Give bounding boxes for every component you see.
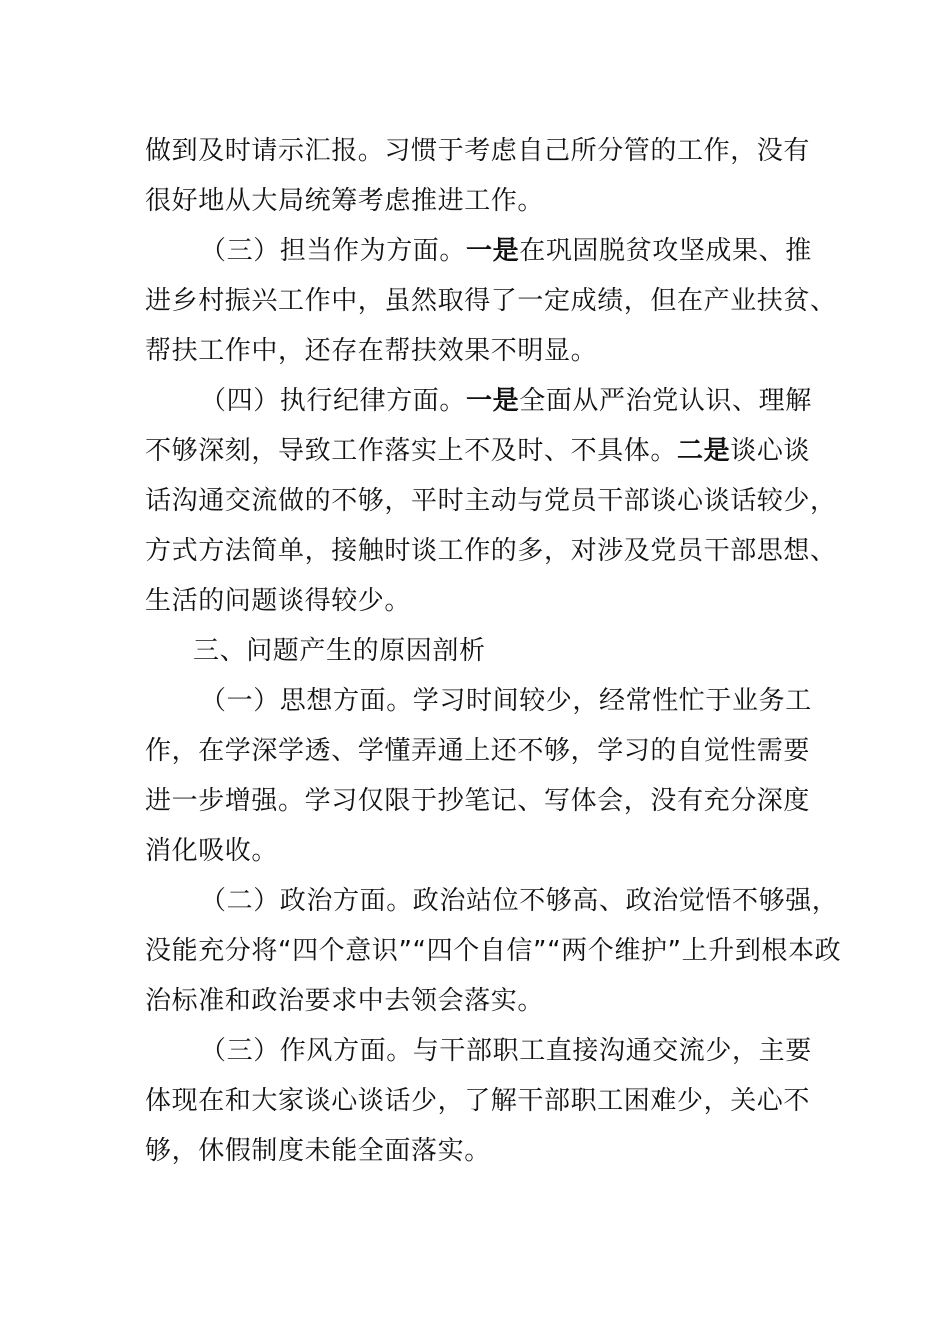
section-heading: 三、问题产生的原因剖析 [193, 636, 486, 666]
text-line: 体现在和大家谈心谈话少，了解干部职工困难少，关心不 [145, 1086, 811, 1116]
text-line: 进一步增强。学习仅限于抄笔记、写体会，没有充分深度 [145, 786, 811, 816]
document-page [145, 126, 842, 1176]
text-line: 作，在学深学透、学懂弄通上还不够，学习的自觉性需要 [145, 736, 811, 766]
text-line: （一）思想方面。学习时间较少，经常性忙于业务工 [200, 686, 812, 716]
text-line: （三）作风方面。与干部职工直接沟通交流少，主要 [200, 1036, 812, 1066]
section-4-text: 不够深刻，导致工作落实上不及时、不具体。 [145, 436, 678, 466]
emphasis-first: 一是 [466, 386, 520, 416]
section-4-text: 全面从严治党认识、理解 [519, 386, 812, 416]
emphasis-second: 二是 [677, 436, 731, 466]
text-line: 方式方法简单，接触时谈工作的多，对涉及党员干部思想、 [145, 536, 837, 566]
text-line: 很好地从大局统筹考虑推进工作。 [145, 186, 545, 216]
text-line: 没能充分将“四个意识”“四个自信”“两个维护”上升到根本政 [145, 936, 842, 966]
text-line: 话沟通交流做的不够，平时主动与党员干部谈心谈话较少， [145, 486, 837, 516]
section-3-label: （三）担当作为方面。 [200, 236, 467, 266]
text-line: 治标准和政治要求中去领会落实。 [145, 986, 545, 1016]
section-4-line-2 [145, 426, 815, 476]
text-line: 生活的问题谈得较少。 [145, 586, 412, 616]
emphasis-first: 一是 [466, 236, 520, 266]
text-line: 进乡村振兴工作中，虽然取得了一定成绩，但在产业扶贫、 [145, 286, 837, 316]
section-4-text: 谈心谈 [730, 436, 811, 466]
section-3-line-1 [145, 226, 815, 276]
text-line: 够，休假制度未能全面落实。 [145, 1136, 491, 1166]
text-line: （二）政治方面。政治站位不够高、政治觉悟不够强， [200, 886, 839, 916]
section-4-line-1 [145, 376, 815, 426]
section-4-label: （四）执行纪律方面。 [200, 386, 467, 416]
text-line: 做到及时请示汇报。习惯于考虑自己所分管的工作，没有 [145, 136, 811, 166]
text-line: 帮扶工作中，还存在帮扶效果不明显。 [145, 336, 598, 366]
text-line: 消化吸收。 [145, 836, 279, 866]
section-3-text: 在巩固脱贫攻坚成果、推 [519, 236, 812, 266]
